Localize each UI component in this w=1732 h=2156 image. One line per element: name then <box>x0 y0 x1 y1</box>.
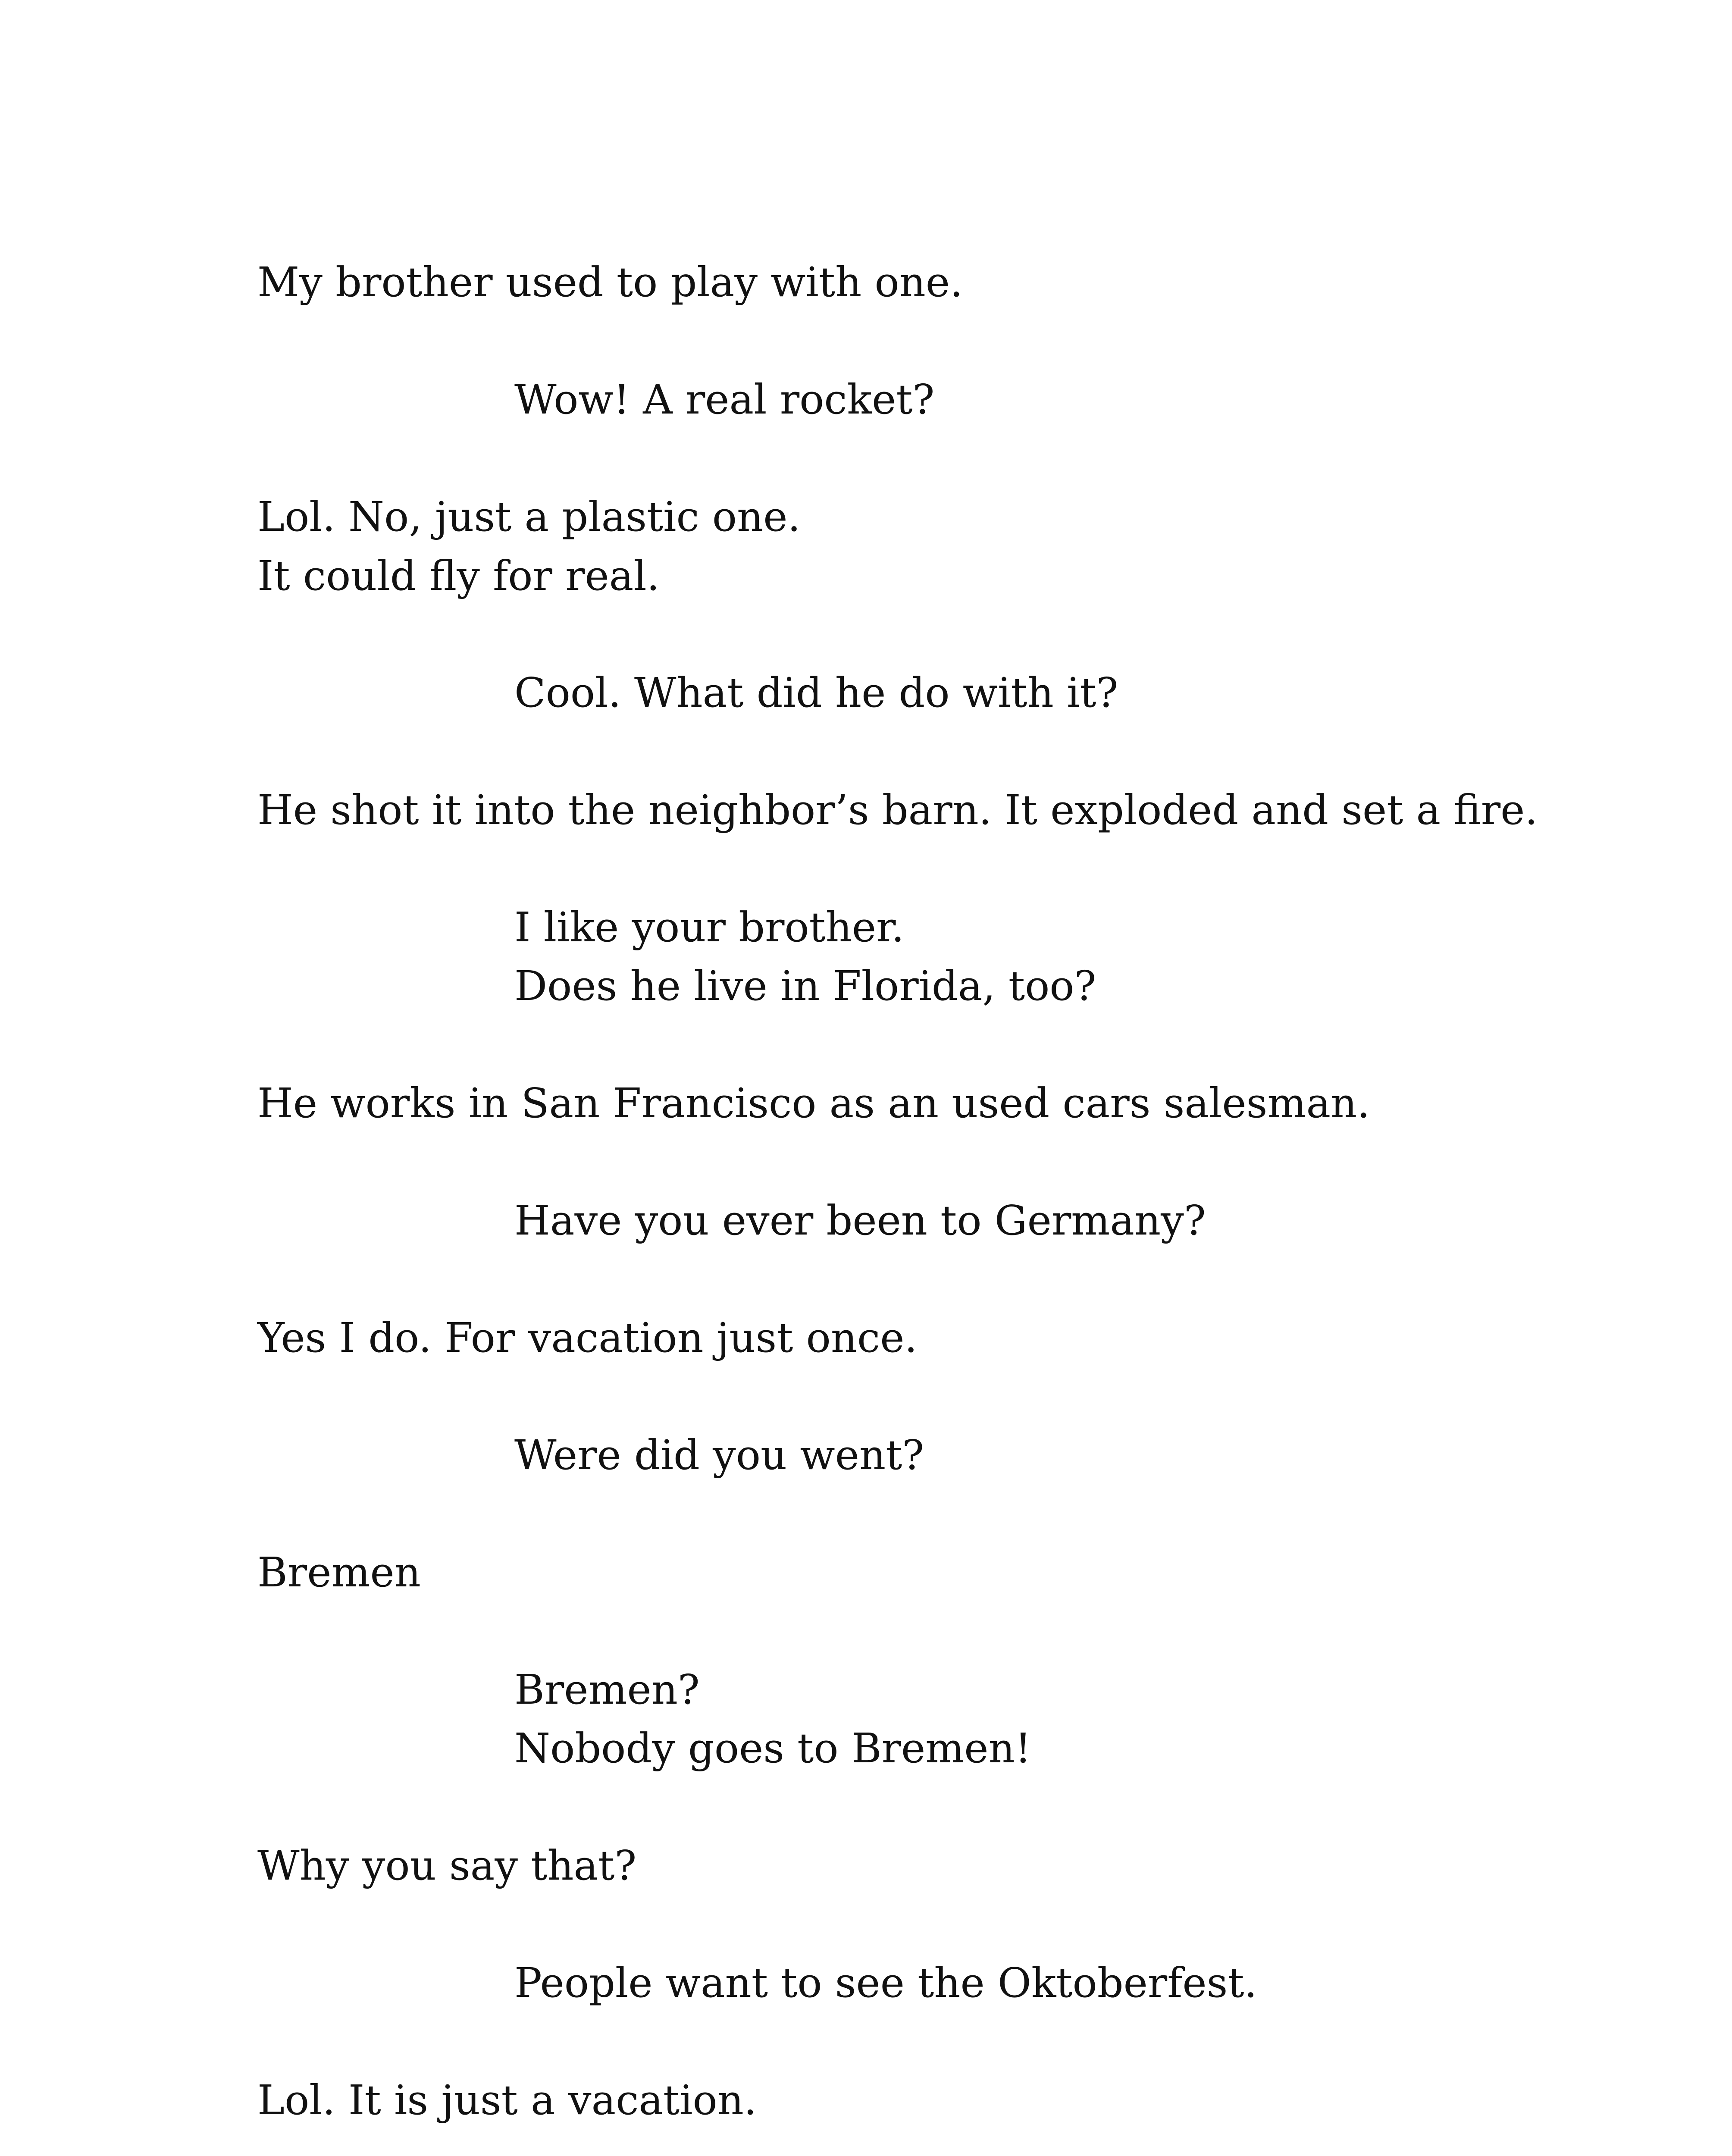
dialogue-line: Does he live in Florida, too? <box>514 962 1096 1010</box>
dialogue-line: Cool. What did he do with it? <box>514 669 1118 717</box>
dialogue-line: Were did you went? <box>514 1432 924 1479</box>
dialogue-line: Yes I do. For vacation just once. <box>257 1314 918 1362</box>
dialogue-line: Have you ever been to Germany? <box>514 1197 1206 1244</box>
dialogue-line: He shot it into the neighbor’s barn. It exploded and set a fire. <box>257 787 1538 834</box>
dialogue-line: Nobody goes to Bremen! <box>514 1725 1031 1772</box>
dialogue-line: I like your brother. <box>514 904 905 951</box>
dialogue-line: He works in San Francisco as an used cars salesman. <box>257 1080 1370 1127</box>
dialogue-line: Lol. It is just a vacation. <box>257 2077 757 2124</box>
dialogue-line: Bremen? <box>514 1666 700 1714</box>
dialogue-line: Wow! A real rocket? <box>514 376 935 423</box>
dialogue-line: My brother used to play with one. <box>257 259 963 306</box>
dialogue-line: Lol. No, just a plastic one. <box>257 493 801 541</box>
dialogue-line: It could fly for real. <box>257 552 660 600</box>
dialogue-line: People want to see the Oktoberfest. <box>514 1959 1257 2007</box>
dialogue-line: Bremen <box>257 1549 421 1596</box>
dialogue-line: Why you say that? <box>257 1842 637 1890</box>
